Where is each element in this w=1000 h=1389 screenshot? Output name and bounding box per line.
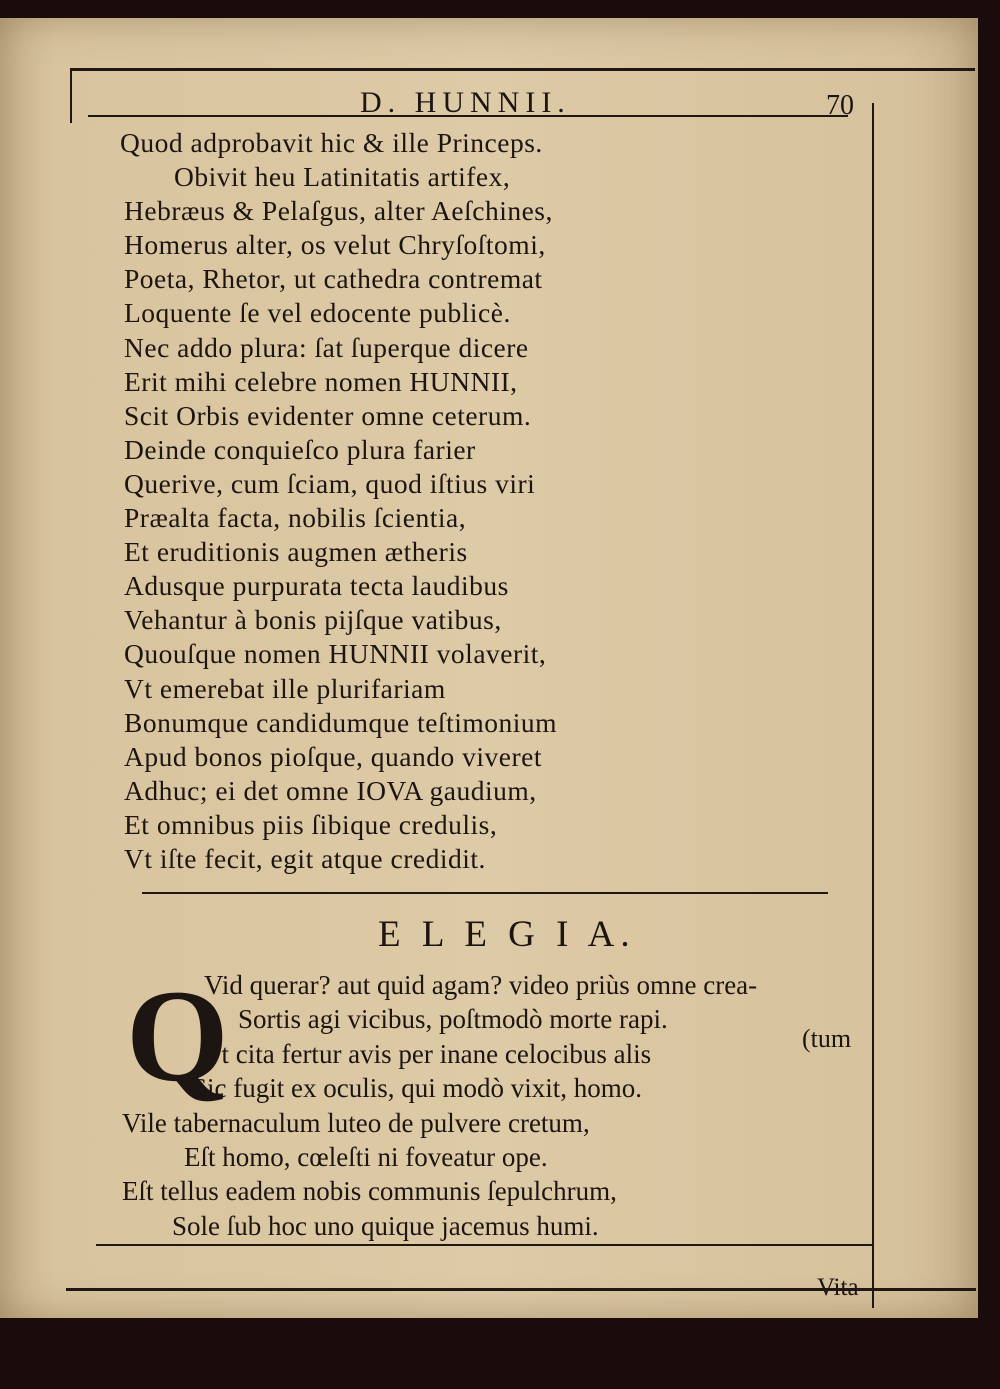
elegy-line: Vid querar? aut quid agam? video priùs omne crea- [204,970,758,1000]
elegy-verses [122,962,758,1243]
verse-line: Homerus alter, os velut Chryſoſtomi, [124,229,546,261]
bottom-text-rule [96,1244,872,1246]
verse-line: Præalta facta, nobilis ſcientia, [124,502,467,534]
verse-line: Deinde conquieſco plura farier [124,433,476,465]
top-rule [70,68,975,71]
verse-line: Et eruditionis augmen ætheris [124,536,468,568]
elegy-line: Eſt tellus eadem nobis communis ſepulchrum, [122,1176,617,1207]
elegy-line: Vile tabernaculum luteo de pulvere cretum, [122,1107,590,1138]
verse-line: Quod adprobavit hic & ille Princeps. [120,127,543,158]
elegy-line: Sic fugit ex oculis, qui modò vixit, homo. [192,1073,642,1104]
verse-line: Adusque purpurata tecta laudibus [124,570,509,602]
catchword: Vita [817,1274,859,1301]
verse-line: Querive, cum ſciam, quod iſtius viri [124,467,536,499]
drop-cap: Q [126,962,229,1109]
left-margin-rule [70,68,72,123]
page-number: 70 [826,90,854,121]
verse-line: Hebræus & Pelaſgus, alter Aeſchines, [124,195,553,227]
verse-line: Nec addo plura: ſat ſuperque dicere [124,331,529,363]
verse-line: Poeta, Rhetor, ut cathedra contremat [124,263,543,295]
book-page [0,18,978,1318]
elegy-line: Sole ſub hoc uno quique jacemus humi. [172,1210,599,1241]
elegy-line: Vt cita fertur avis per inane celocibus alis [202,1038,652,1069]
verse-line: Obivit heu Latinitatis artifex, [174,161,511,193]
verse-line: Scit Orbis evidenter omne ceterum. [124,399,532,431]
verse-line: Apud bonos pioſque, quando viveret [124,740,542,772]
verse-line: Erit mihi celebre nomen HUNNII, [124,365,518,397]
carryover-word: (tum [802,1024,852,1053]
verse-line: Vt emerebat ille plurifariam [124,672,446,704]
verse-line: Loquente ſe vel edocente publicè. [124,297,511,329]
elegy-line: Eſt homo, cœleſti ni foveatur ope. [184,1141,548,1172]
verse-line: Et omnibus piis ſibique credulis, [124,808,498,840]
section-title: E L E G I A. [378,914,636,955]
verse-line: Vt iſte fecit, egit atque credidit. [124,842,486,874]
poem-verses [120,126,558,876]
verse-line: Quouſque nomen HUNNII volaverit, [124,638,547,670]
elegy-line: Sortis agi vicibus, poſtmodò morte rapi. [238,1004,668,1035]
running-head: D. HUNNII. [360,86,571,119]
right-margin-rule [872,103,874,1308]
verse-line: Bonumque candidumque teſtimonium [124,706,558,738]
verse-line: Vehantur à bonis pijſque vatibus, [124,604,502,636]
title-rule [142,892,828,894]
verse-line: Adhuc; ei det omne IOVA gaudium, [124,774,537,806]
